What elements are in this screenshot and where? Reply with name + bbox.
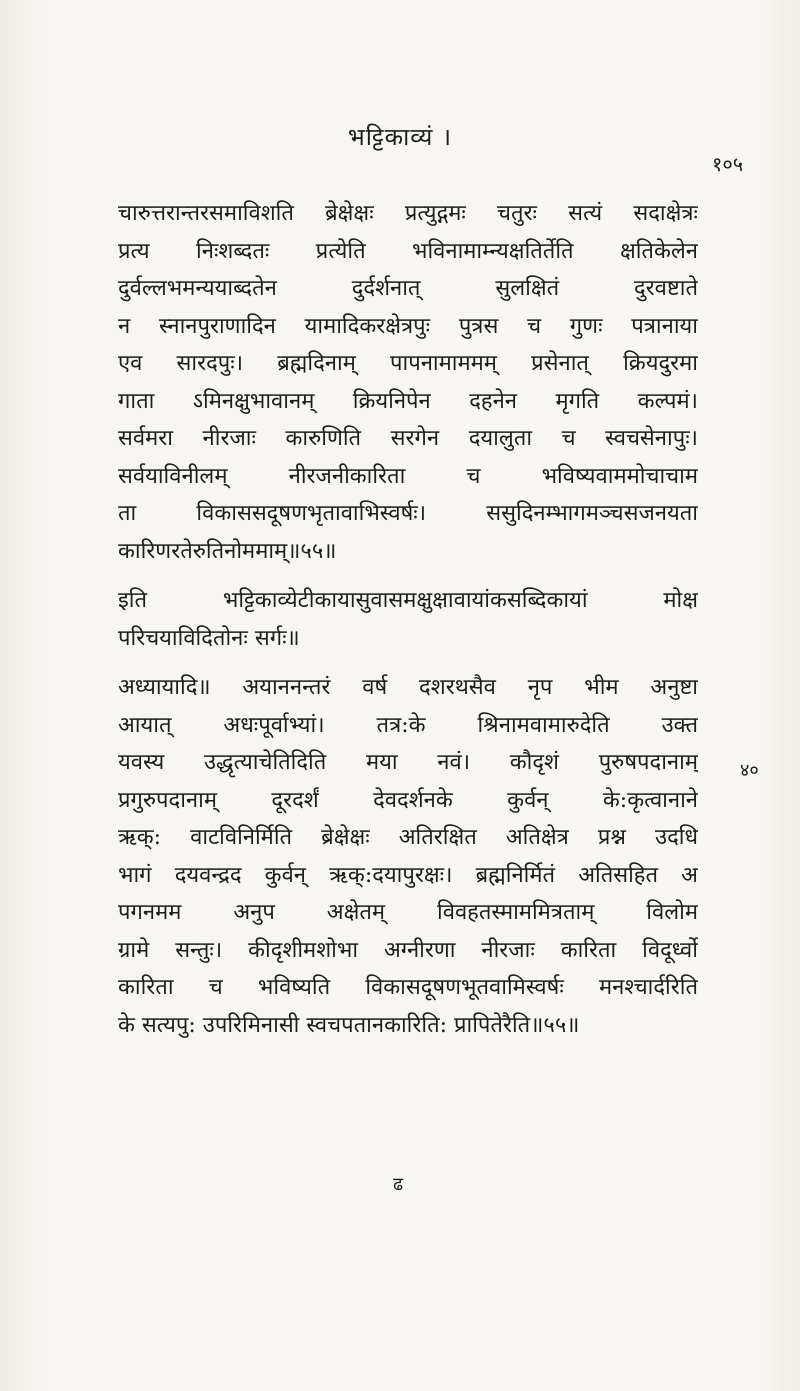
commentary-line: प्रगुरुपदानाम् दूरदर्शं देवदर्शनके कुर्वन् के:कृत्वानाने: [118, 787, 698, 813]
commentary-line: भागं दयवन्द्रद कुर्वन् ऋक्:दयापुरक्षः। ब्रह्मनिर्मितं अतिसहित अ: [118, 862, 698, 888]
text-line: ता विकाससदूषणभृतावाभिस्वर्षः। ससुदिनम्भागमञ्चसजनयता: [118, 501, 698, 526]
text-line: न स्नानपुराणादिन यामादिकरक्षेत्रपुः पुत्रस च गुणः पत्रानाया: [118, 313, 698, 339]
signature-mark: ढ: [393, 1174, 404, 1195]
text-line: सर्वयाविनीलम् नीरजनीकारिता च भविष्यवाममोचाचाम: [118, 463, 698, 489]
text-line: सर्वमरा नीरजाः कारुणिति सरगेन दयालुता च स्वचसेनापुः।: [118, 426, 698, 451]
commentary-line: के सत्यपु: उपरिमिनासी स्वचपतानकारिति: प्रापितेरैति॥५५॥: [118, 1012, 580, 1038]
text-line: चारुत्तरान्तरसमाविशति ब्रेक्षेक्षः प्रत्युद्गमः चतुरः सत्यं सदाक्षेत्रः: [118, 201, 698, 226]
commentary-line: कारिता च भविष्यति विकासदूषणभूतवामिस्वर्षः मनश्चार्दरिति: [118, 975, 698, 1000]
running-head: भट्टिकाव्यं ।: [347, 123, 453, 151]
text-line: कारिणरतेरुतिनोममाम्॥५५॥: [118, 538, 337, 564]
commentary-line: आयात् अधःपूर्वाभ्यां। तत्र:के श्रिनामवामारुदेति उक्त: [118, 712, 698, 738]
page-number: १०५: [712, 152, 744, 176]
text-line: दुर्वल्लभमन्ययाब्दतेन दुर्दर्शनात् सुलक्षितं दुरवष्टाते: [118, 276, 698, 301]
colophon-line: इति भट्टिकाव्येटीकायासुवासमक्षुक्षावायांकसब्दिकायां मोक्ष: [118, 588, 698, 613]
text-line: गाता ऽमिनक्षुभावानम् क्रियनिपेन दहनेन मृगति कल्पमं।: [118, 388, 698, 414]
margin-note: ४०: [740, 760, 759, 781]
text-line: प्रत्य निःशब्दतः प्रत्येति भविनामाम्न्यक्षतिर्तेति क्षतिकेलेन: [118, 238, 698, 264]
commentary-line: ऋक्: वाटविनिर्मिति ब्रेक्षेक्षः अतिरक्षित अतिक्षेत्र प्रश्न उदधि: [118, 825, 698, 850]
text-line: एव सारदपुः। ब्रह्मदिनाम् पापनामाममम् प्रसेनात् क्रियदुरमा: [118, 351, 698, 376]
commentary-line: पगनमम अनुप अक्षेतम् विवहतस्माममित्रताम् विलोम: [118, 900, 698, 925]
commentary-line: अध्यायादि॥ अयाननन्तरं वर्ष दशरथसैव नृप भीम अनुष्टा: [118, 675, 698, 700]
commentary-line: यवस्य उद्धृत्याचेतिदिति मया नवं। कौदृशं पुरुषपदानाम्: [118, 750, 698, 775]
commentary-line: ग्रामे सन्तुः। कीदृशीमशोभा अग्नीरणा नीरजाः कारिता विदूर्ध्वो: [118, 937, 698, 963]
page-text: [118, 195, 698, 1044]
colophon-line: परिचयाविदितोनः सर्गः॥: [118, 625, 300, 651]
